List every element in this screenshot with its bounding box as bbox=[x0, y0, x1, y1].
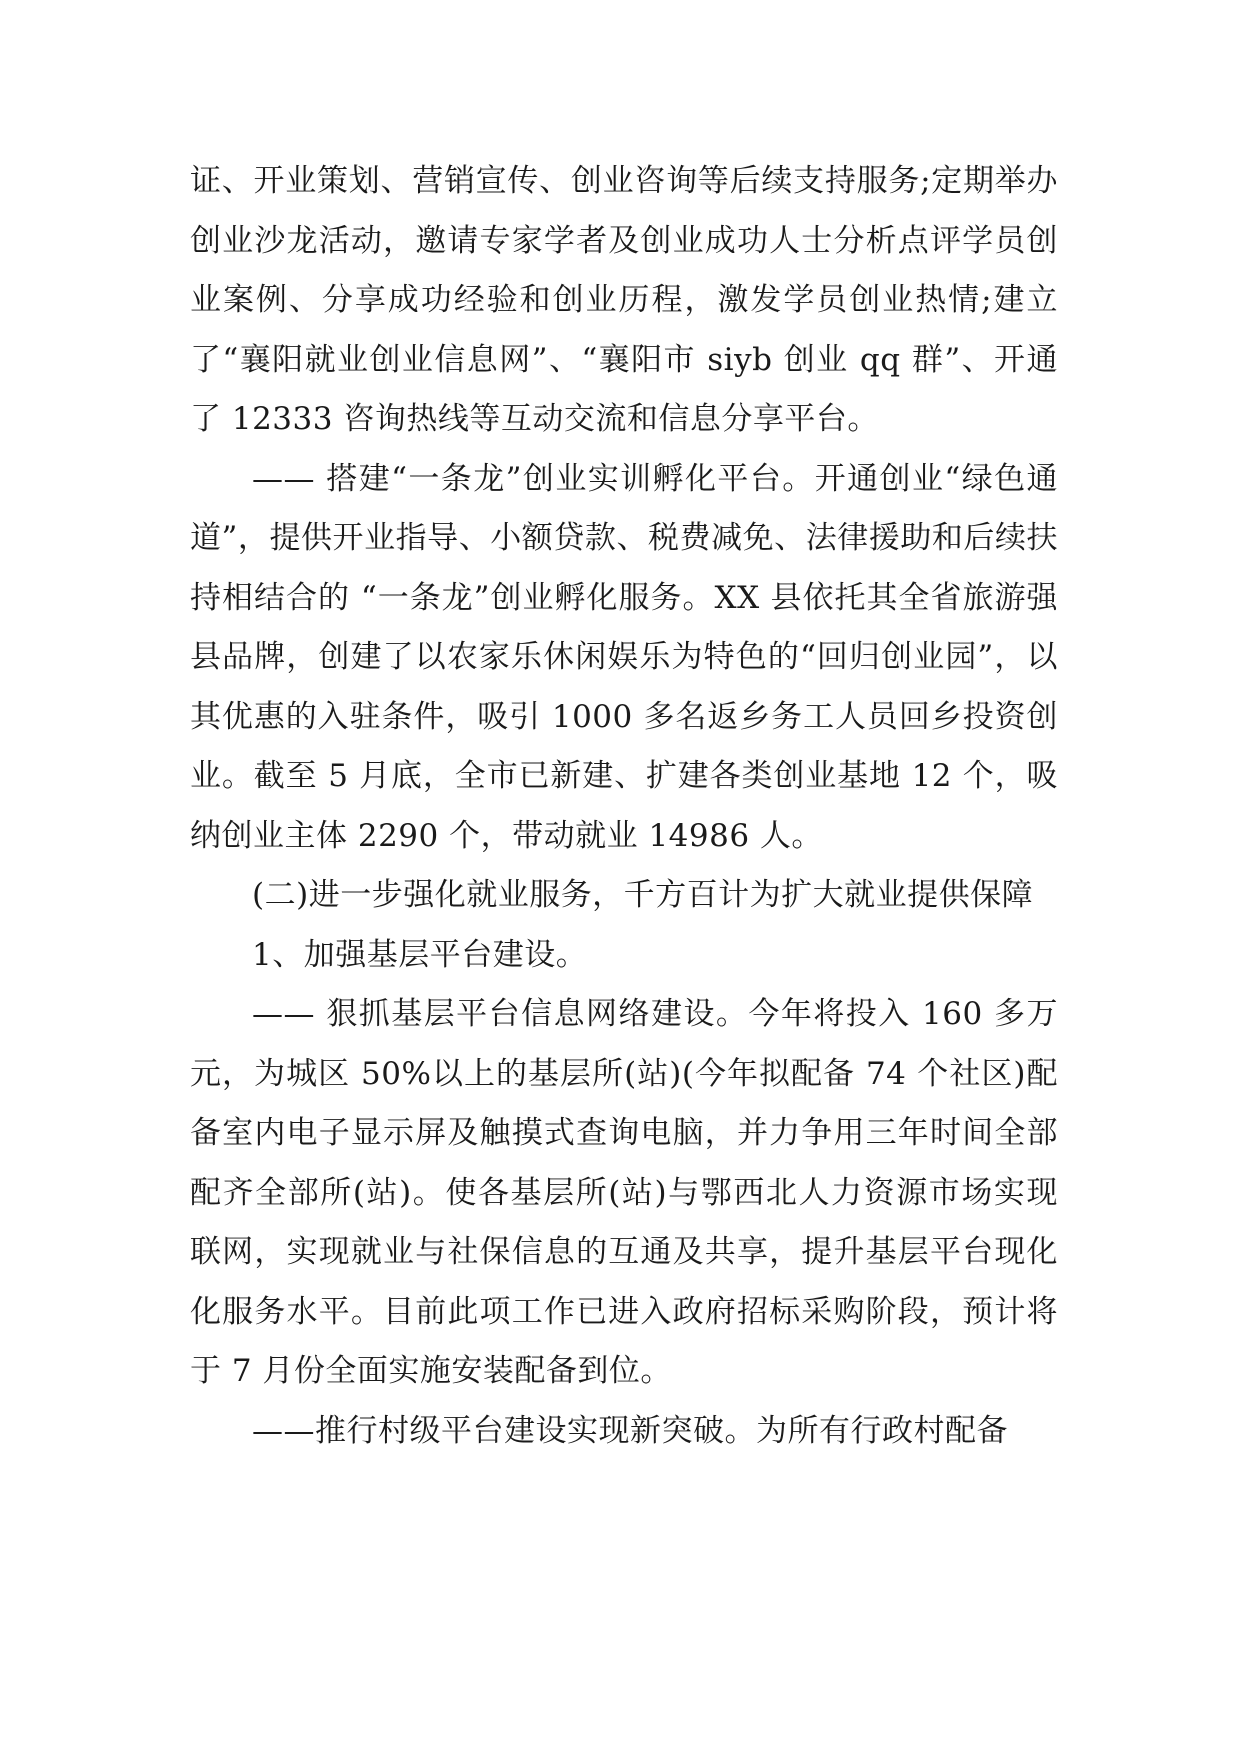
subheading-grassroots-platform: 1、加强基层平台建设。 bbox=[252, 936, 588, 973]
document-body bbox=[190, 152, 1058, 1461]
section-heading-employment-service: (二)进一步强化就业服务，千方百计为扩大就业提供保障 bbox=[252, 877, 1034, 913]
paragraph-village-platform: ——推行村级平台建设实现新突破。为所有行政村配备 bbox=[252, 1412, 1008, 1449]
paragraph-continuation: 证、开业策划、营销宣传、创业咨询等后续支持服务;定期举办创业沙龙活动，邀请专家学者及创业成功人士分析点评学员创业案例、分享成功经验和创业历程，激发学员创业热情;建立了“襄阳就业创业信息网”、“襄阳市 siyb 创业 qq 群”、开通了 12333 咨询热线等互动交流和信息分享平台。 bbox=[190, 163, 1058, 437]
paragraph-network-construction: —— 狠抓基层平台信息网络建设。今年将投入 160 多万元，为城区 50%以上的基层所(站)(今年拟配备 74 个社区)配备室内电子显示屏及触摸式查询电脑，并力争用三年时间全部配齐全部所(站)。使各基层所(站)与鄂西北人力资源市场实现联网，实现就业与社保信息的互通及共享，提升基层平台现化化服务水平。目前此项工作已进入政府招标采购阶段，预计将于 7 月份全面实施安装配备到位。 bbox=[190, 996, 1058, 1389]
paragraph-incubation-platform: —— 搭建“一条龙”创业实训孵化平台。开通创业“绿色通道”，提供开业指导、小额贷款、税费减免、法律援助和后续扶持相结合的 “一条龙”创业孵化服务。XX 县依托其全省旅游强县品牌，创建了以农家乐休闲娱乐为特色的“回归创业园”，以其优惠的入驻条件，吸引 1000 多名返乡务工人员回乡投资创业。截至 5 月底，全市已新建、扩建各类创业基地 12 个，吸纳创业主体 2290 个，带动就业 14986 人。 bbox=[190, 460, 1058, 854]
